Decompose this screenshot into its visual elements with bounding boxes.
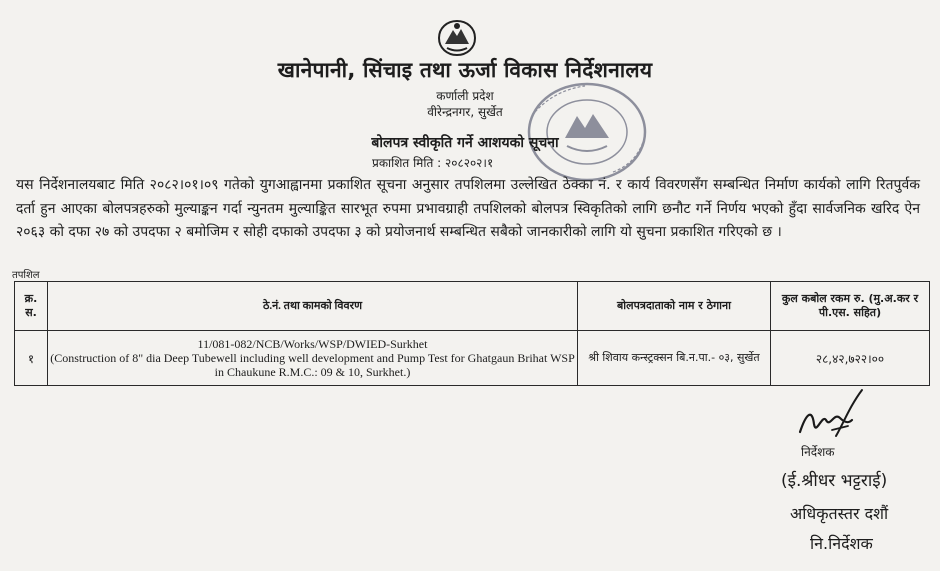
city-line: वीरेन्द्रनगर, सुर्खेत: [427, 105, 503, 119]
row-amount: २८,४२,७२२।००: [771, 331, 930, 386]
row-work-description: (Construction of 8" dia Deep Tubewell including well development and Pump Test for Ghatgaun Brihat WSP in Chaukune R.M.C.: 09 & 10, Surkhet.): [50, 351, 575, 379]
row-bidder: श्री शिवाय कन्स्ट्रक्सन बि.न.पा.- ०३, सुर्खेत: [578, 331, 771, 386]
table-caption: तपशिल: [12, 270, 40, 281]
row-contract-no: 11/081-082/NCB/Works/WSP/DWIED-Surkhet: [197, 337, 428, 351]
header-bidder: बोलपत्रदाताको नाम र ठेगाना: [578, 282, 771, 331]
published-date: प्रकाशित मिति : २०८२०२।१: [372, 156, 494, 170]
signatory-name: (ई.श्रीधर भट्टराई): [781, 471, 888, 491]
nepal-emblem-icon: [433, 18, 481, 58]
header-description: ठे.नं. तथा कामको विवरण: [48, 282, 578, 331]
header-amount: कुल कबोल रकम रु. (मु.अ.कर र पी.एस. सहित): [771, 282, 930, 331]
notice-body: यस निर्देशनालयबाट मिति २०८२।०१।०९ गतेको युगआह्वानमा प्रकाशित सूचना अनुसार तपशिलमा उल्लेखित ठेक्का नं. र कार्य विवरणसँग सम्बन्धित निर्माण कार्यको लागि रितपुर्वक दर्ता हुन आएका बोलपत्रहरुको मुल्याङ्कन गर्दा न्युनतम मुल्याङ्कित सारभूत रुपमा प्रभावग्राही तपशिलको बोलपत्र स्विकृतिको लागि छनौट गर्ने निर्णय भएको हुँदा सार्वजनिक खरिद ऐन २०६३ को दफा २७ को उपदफा २ बमोजिम र सोही दफाको उपदफा ३ को प्रयोजनार्थ सम्बन्धित सबैको जानकारीको लागि यो सुचना प्रकाशित गरिएको छ ।: [16, 177, 920, 240]
notice-title: बोलपत्र स्वीकृति गर्ने आशयको सूचना: [371, 135, 559, 151]
signatory-rank: अधिकृतस्तर दशौं: [790, 504, 889, 523]
table-row: [15, 331, 930, 386]
office-title: खानेपानी, सिंचाइ तथा ऊर्जा विकास निर्देशनालय: [277, 58, 653, 82]
table-header-row: [15, 282, 930, 331]
header-sn: [15, 282, 48, 331]
signatory-post: नि.निर्देशक: [810, 534, 873, 553]
province-line: कर्णाली प्रदेश: [436, 89, 494, 103]
header-sn-line-2: स.: [25, 306, 37, 319]
row-description: [48, 331, 578, 386]
header-sn-line-1: क्र.: [24, 292, 38, 305]
handwritten-signature: [792, 384, 872, 444]
award-table: [14, 281, 930, 386]
signatory-label: निर्देशक: [801, 445, 835, 459]
row-sn: १: [15, 331, 48, 386]
